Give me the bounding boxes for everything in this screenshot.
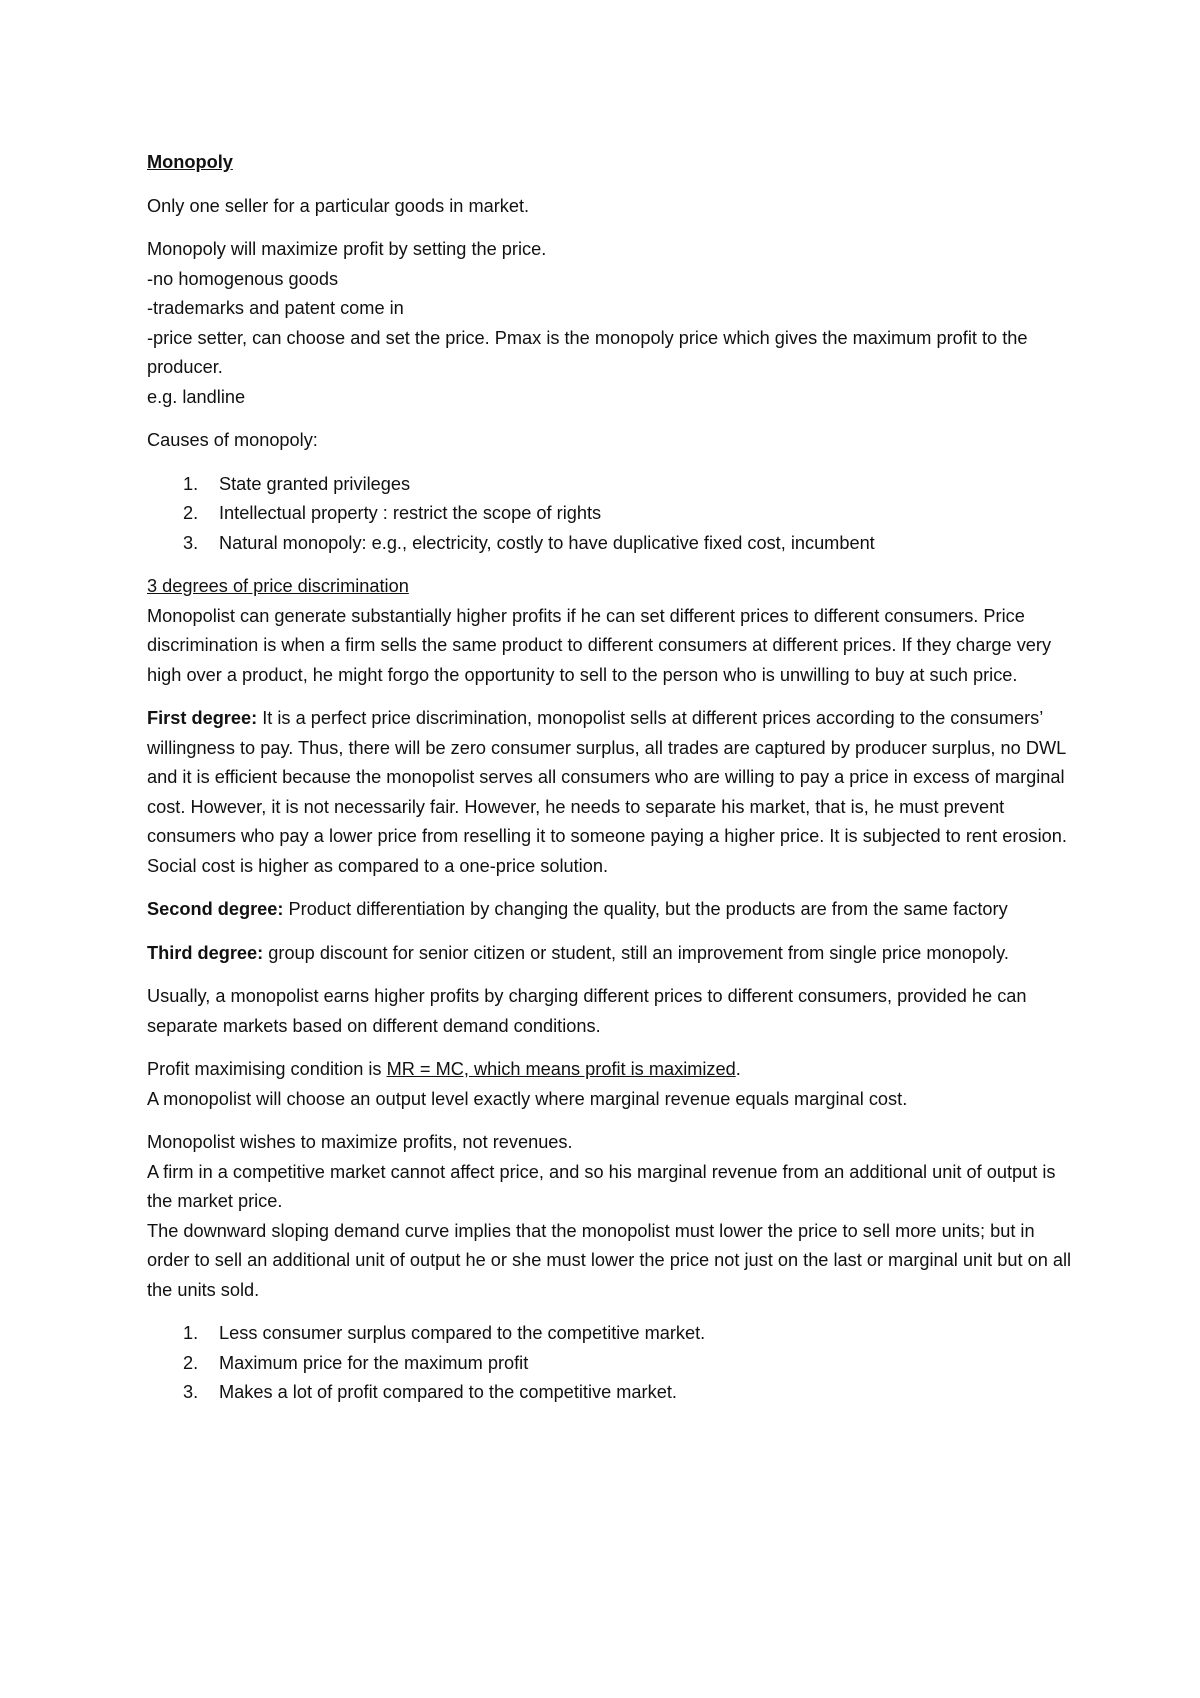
third-degree-text: group discount for senior citizen or student, still an improvement from single price monopoly. [263, 942, 1009, 963]
summary-list [147, 1319, 1077, 1408]
profit-condition-line [147, 1055, 1077, 1085]
list-item-text: State granted privileges [219, 473, 411, 494]
feature-line: -trademarks and patent come in [147, 298, 404, 318]
second-degree-label: Second degree: [147, 899, 284, 919]
profit-condition-block [147, 1055, 1077, 1114]
first-degree-paragraph [147, 704, 1077, 881]
list-item-text: Natural monopoly: e.g., electricity, costly to have duplicative fixed cost, incumbent [219, 532, 875, 553]
usually-paragraph: Usually, a monopolist earns higher profits by charging different prices to different consumers, provided he can separate markets based on different demand conditions. [147, 986, 1027, 1036]
list-item-text: Makes a lot of profit compared to the competitive market. [219, 1382, 677, 1402]
profit-condition-explanation: A monopolist will choose an output level exactly where marginal revenue equals marginal cost. [147, 1088, 908, 1109]
features-block [147, 235, 1077, 412]
list-number: 1. [183, 473, 199, 494]
feature-line: -price setter, can choose and set the price. Pmax is the monopoly price which gives the maximum profit to the producer. [147, 327, 1028, 377]
profit-condition-prefix: Profit maximising condition is [147, 1059, 387, 1079]
document-page [147, 148, 1077, 1408]
profits-block [147, 1128, 1077, 1305]
list-item [147, 1319, 1077, 1349]
list-number: 2. [183, 1352, 199, 1373]
first-degree-label: First degree: [147, 708, 258, 728]
second-degree-text: Product differentiation by changing the quality, but the products are from the same factory [283, 899, 1008, 919]
list-item [147, 1349, 1077, 1379]
causes-list [147, 470, 1077, 559]
feature-line: -no homogenous goods [147, 268, 339, 289]
list-item [147, 499, 1077, 529]
page-title: Monopoly [147, 152, 233, 172]
profit-condition-suffix: . [735, 1059, 741, 1079]
list-number: 2. [183, 503, 199, 523]
list-number: 3. [183, 1382, 199, 1402]
list-item-text: Maximum price for the maximum profit [219, 1352, 529, 1373]
list-number: 3. [183, 532, 199, 553]
first-degree-text: It is a perfect price discrimination, monopolist sells at different prices according to the consumers’ willingness to pay. Thus, there will be zero consumer surplus, all trades are captured by producer surplus, no DWL and it is efficient because the monopolist serves all consumers who are willing to pay a price in excess of marginal cost. However, it is not necessarily fair. However, he needs to separate his market, that is, he must prevent consumers who pay a lower price from reselling it to someone paying a higher price. It is subjected to rent erosion. Social cost is higher as compared to a one-price solution. [147, 708, 1067, 876]
list-item-text: Intellectual property : restrict the scope of rights [219, 503, 602, 523]
list-number: 1. [183, 1323, 199, 1343]
profit-condition-emphasis: MR = MC, which means profit is maximized [386, 1059, 736, 1079]
intro-paragraph: Monopolist can generate substantially higher profits if he can set different prices to different consumers. Price discrimination is when a firm sells the same product to different consumers at different prices. If they charge very high over a product, he might forgo the opportunity to sell to the person who is unwilling to buy at such price. [147, 605, 1052, 685]
second-degree-paragraph [147, 895, 1077, 925]
causes-heading: Causes of monopoly: [147, 430, 318, 450]
definition-paragraph: Only one seller for a particular goods in market. [147, 195, 530, 216]
list-item [147, 529, 1077, 559]
feature-line: e.g. landline [147, 386, 246, 407]
third-degree-label: Third degree: [147, 942, 264, 963]
section-heading: 3 degrees of price discrimination [147, 576, 409, 596]
list-item [147, 470, 1077, 500]
list-item [147, 1378, 1077, 1408]
feature-line: Monopoly will maximize profit by setting the price. [147, 239, 547, 259]
list-item-text: Less consumer surplus compared to the competitive market. [219, 1323, 706, 1343]
profits-line: A firm in a competitive market cannot affect price, and so his marginal revenue from an additional unit of output is the market price. [147, 1161, 1056, 1211]
profits-line: The downward sloping demand curve implies that the monopolist must lower the price to sell more units; but in order to sell an additional unit of output he or she must lower the price not just on the last or marginal unit but on all the units sold. [147, 1220, 1072, 1300]
third-degree-paragraph [147, 939, 1077, 969]
profits-line: Monopolist wishes to maximize profits, not revenues. [147, 1132, 573, 1152]
price-discrimination-section [147, 572, 1077, 690]
